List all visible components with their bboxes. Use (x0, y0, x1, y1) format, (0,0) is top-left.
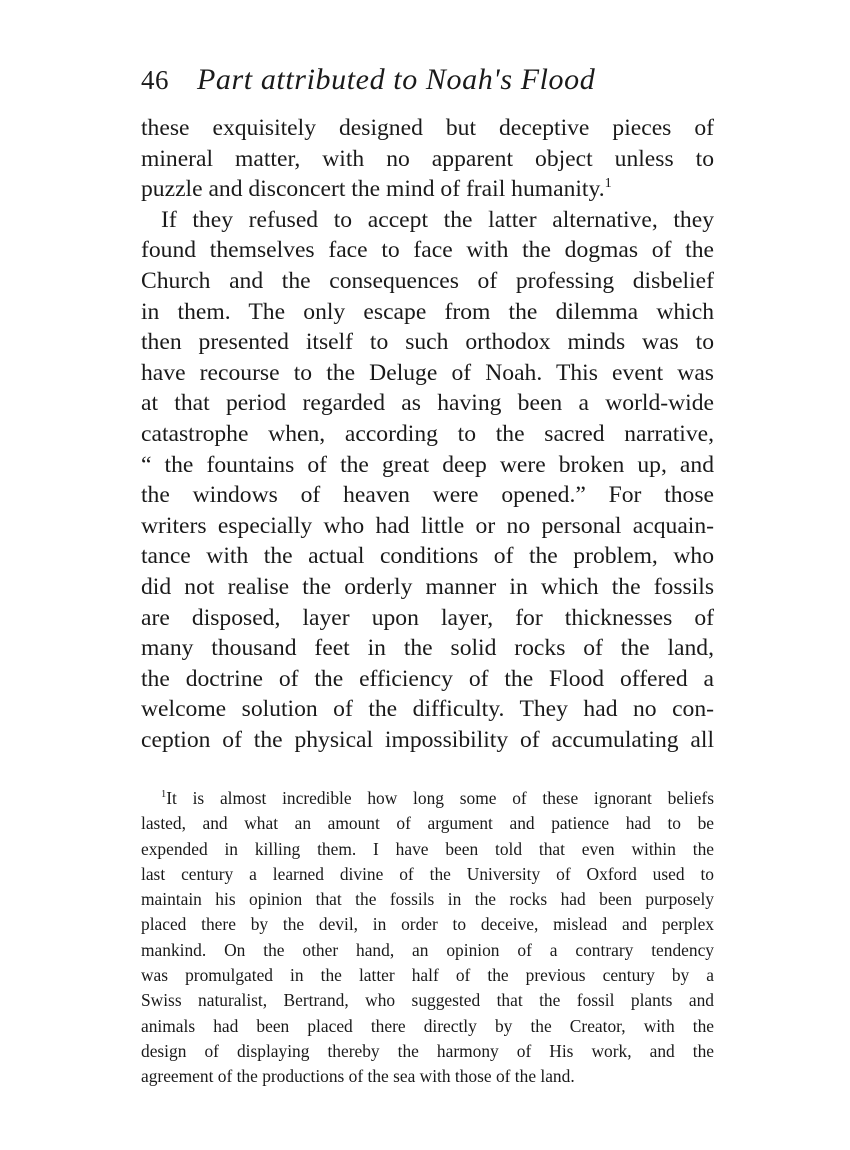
footnote-marker: 1 (161, 789, 167, 801)
text-line-content: puzzle and disconcert the mind of frail humanity. (141, 176, 605, 203)
text-line: the windows of heaven were opened.” For those (141, 482, 714, 509)
text-line: writers especially who had little or no personal acquain- (141, 512, 714, 539)
text-line: in them. The only escape from the dilemma which (141, 298, 714, 325)
running-header (141, 63, 595, 107)
footnote-line: last century a learned divine of the University of Oxford used to (141, 863, 714, 884)
footnote-line (141, 786, 714, 811)
text-line: “ the fountains of the great deep were broken up, and (141, 451, 714, 478)
footnote-line: was promulgated in the latter half of the previous century by a (141, 965, 714, 986)
page-number: 46 (141, 65, 169, 95)
text-line: did not realise the orderly manner in which the fossils (141, 573, 714, 600)
footnote (141, 786, 714, 1090)
text-line: the doctrine of the efficiency of the Flood offered a (141, 665, 714, 692)
footnote-line: design of displaying thereby the harmony of His work, and the (141, 1040, 714, 1061)
footnote-line: maintain his opinion that the fossils in the rocks had been purposely (141, 889, 714, 910)
text-line: found themselves face to face with the dogmas of the (141, 237, 714, 264)
text-line: welcome solution of the difficulty. They had no con- (141, 696, 714, 723)
main-text (141, 113, 714, 755)
text-line (141, 174, 714, 205)
text-line: at that period regarded as having been a world-wide (141, 390, 714, 417)
footnote-line: mankind. On the other hand, an opinion of a contrary tendency (141, 939, 714, 960)
running-title: Part attributed to Noah's Flood (197, 63, 596, 96)
text-line: many thousand feet in the solid rocks of the land, (141, 635, 714, 662)
footnote-line: agreement of the productions of the sea with those of the land. (141, 1066, 575, 1087)
footnote-line: placed there by the devil, in order to deceive, mislead and perplex (141, 914, 714, 935)
footnote-reference[interactable]: 1 (604, 175, 612, 192)
text-line: If they refused to accept the latter alternative, they (161, 206, 714, 233)
footnote-line: expended in killing them. I have been told that even within the (141, 838, 714, 859)
text-line: have recourse to the Deluge of Noah. This event was (141, 359, 714, 386)
footnote-line: animals had been placed there directly by the Creator, with the (141, 1015, 714, 1036)
footnote-line: Swiss naturalist, Bertrand, who suggested that the fossil plants and (141, 990, 714, 1011)
text-line: then presented itself to such orthodox minds was to (141, 329, 714, 356)
text-line: mineral matter, with no apparent object unless to (141, 145, 714, 172)
text-line: Church and the consequences of professing disbelief (141, 267, 714, 294)
text-line: are disposed, layer upon layer, for thicknesses of (141, 604, 714, 631)
footnote-line: lasted, and what an amount of argument and patience had to be (141, 813, 714, 834)
text-line: catastrophe when, according to the sacred narrative, (141, 420, 714, 447)
text-line: ception of the physical impossibility of accumulating all (141, 726, 714, 753)
text-line: these exquisitely designed but deceptive pieces of (141, 115, 714, 141)
text-line: tance with the actual conditions of the problem, who (141, 543, 714, 570)
footnote-line-content: It is almost incredible how long some of these ignorant beliefs (166, 788, 714, 808)
